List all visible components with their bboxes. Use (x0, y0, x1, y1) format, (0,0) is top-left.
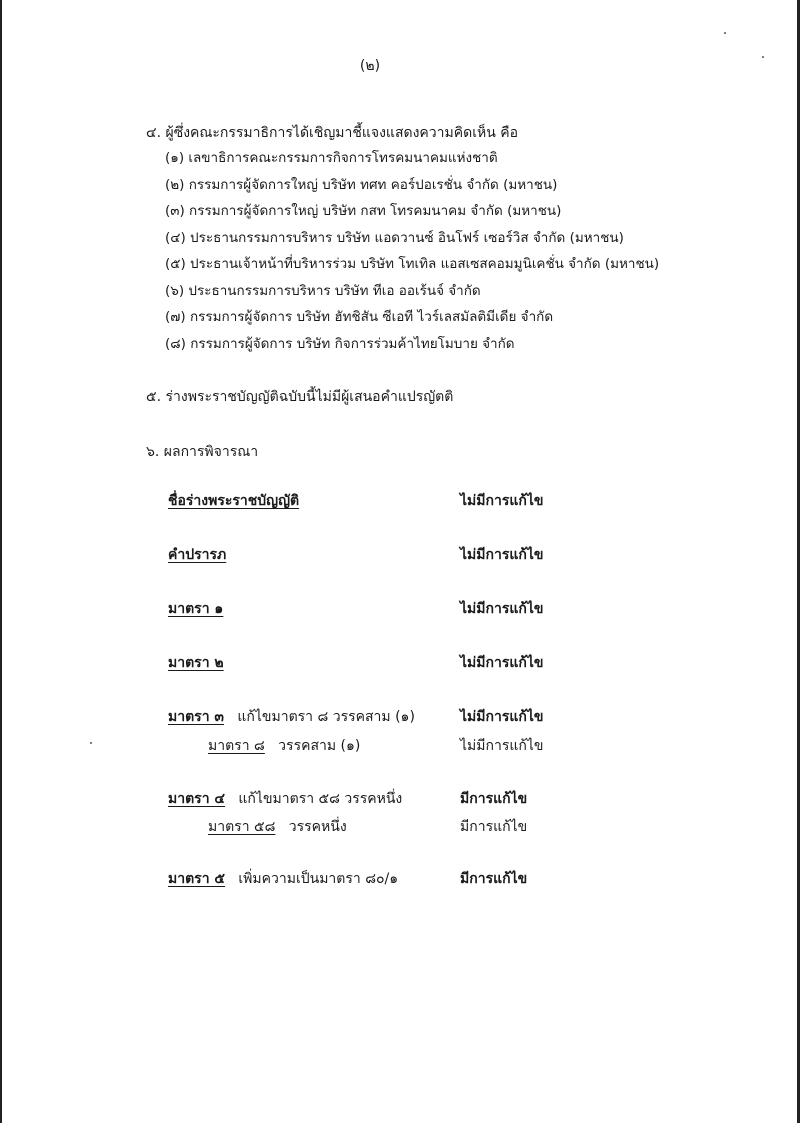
result-row-section2 (168, 652, 588, 674)
row-result: ไม่มีการแก้ไข (460, 493, 544, 509)
row-label: มาตรา ๓ (168, 709, 225, 725)
row-result: ไม่มีการแก้ไข (460, 601, 544, 617)
row-note: แก้ไขมาตรา ๕๘ วรรคหนึ่ง (229, 791, 403, 807)
list-item: (๔) ประธานกรรมการบริหาร บริษัท แอดวานซ์ อินโฟร์ เซอร์วิส จำกัด (มหาชน) (165, 229, 624, 246)
page-number: (๒) (359, 58, 381, 74)
section4-heading: ๔. ผู้ซึ่งคณะกรรมาธิการได้เชิญมาชี้แจงแสดงความคิดเห็น คือ (146, 125, 518, 141)
result-row-section5 (168, 868, 588, 890)
list-item: (๖) ประธานกรรมการบริหาร บริษัท ทีเอ ออเร้นจ์ จำกัด (165, 282, 481, 299)
section6-heading: ๖. ผลการพิจารณา (146, 444, 259, 460)
row-note: แก้ไขมาตรา ๘ วรรคสาม (๑) (228, 709, 415, 725)
result-subrow-section58 (208, 816, 628, 838)
row-label: ชื่อร่างพระราชบัญญัติ (168, 493, 300, 509)
result-row-preamble (168, 544, 588, 566)
row-result: มีการแก้ไข (460, 791, 528, 807)
row-result: มีการแก้ไข (460, 819, 528, 835)
result-subrow-section8 (208, 735, 628, 757)
scan-speck (762, 56, 764, 58)
page-border-left (0, 0, 2, 1123)
row-note: วรรคสาม (๑) (269, 738, 361, 754)
row-label: มาตรา ๕๘ (208, 819, 276, 835)
invited-persons-list (165, 148, 659, 360)
row-label: คำปรารภ (168, 547, 227, 563)
list-item: (๗) กรรมการผู้จัดการ บริษัท ฮัทชิสัน ซีเอที ไวร์เลสมัลติมีเดีย จำกัด (165, 309, 554, 325)
row-label: มาตรา ๔ (168, 791, 226, 807)
row-label: มาตรา ๒ (168, 655, 224, 671)
row-result: ไม่มีการแก้ไข (460, 655, 544, 671)
list-item: (๓) กรรมการผู้จัดการใหญ่ บริษัท กสท โทรคมนาคม จำกัด (มหาชน) (165, 203, 562, 219)
list-item: (๑) เลขาธิการคณะกรรมการกิจการโทรคมนาคมแห่งชาติ (165, 150, 498, 166)
row-label: มาตรา ๑ (168, 601, 224, 617)
result-row-title (168, 490, 588, 512)
row-result: ไม่มีการแก้ไข (460, 738, 544, 754)
result-row-section1 (168, 598, 588, 620)
row-note: วรรคหนึ่ง (279, 819, 347, 835)
row-note: เพิ่มความเป็นมาตรา ๘๐/๑ (229, 871, 399, 887)
list-item: (๘) กรรมการผู้จัดการ บริษัท กิจการร่วมค้าไทยโมบาย จำกัด (165, 335, 515, 352)
row-result: ไม่มีการแก้ไข (460, 709, 544, 725)
list-item: (๒) กรรมการผู้จัดการใหญ่ บริษัท ทศท คอร์ปอเรชั่น จำกัด (มหาชน) (165, 176, 558, 193)
result-row-section3 (168, 706, 588, 728)
row-result: ไม่มีการแก้ไข (460, 547, 544, 563)
list-item: (๕) ประธานเจ้าหน้าที่บริหารร่วม บริษัท โทเทิล แอสเซสคอมมูนิเคชั่น จำกัด (มหาชน) (165, 256, 660, 272)
row-label: มาตรา ๘ (208, 738, 265, 754)
row-label: มาตรา ๕ (168, 871, 226, 887)
row-result: มีการแก้ไข (460, 871, 528, 887)
scan-speck (90, 742, 92, 744)
section5-heading: ๕. ร่างพระราชบัญญัติฉบับนี้ไม่มีผู้เสนอคำแปรญัตติ (146, 389, 454, 405)
result-row-section4 (168, 788, 588, 810)
scan-speck (724, 32, 726, 34)
